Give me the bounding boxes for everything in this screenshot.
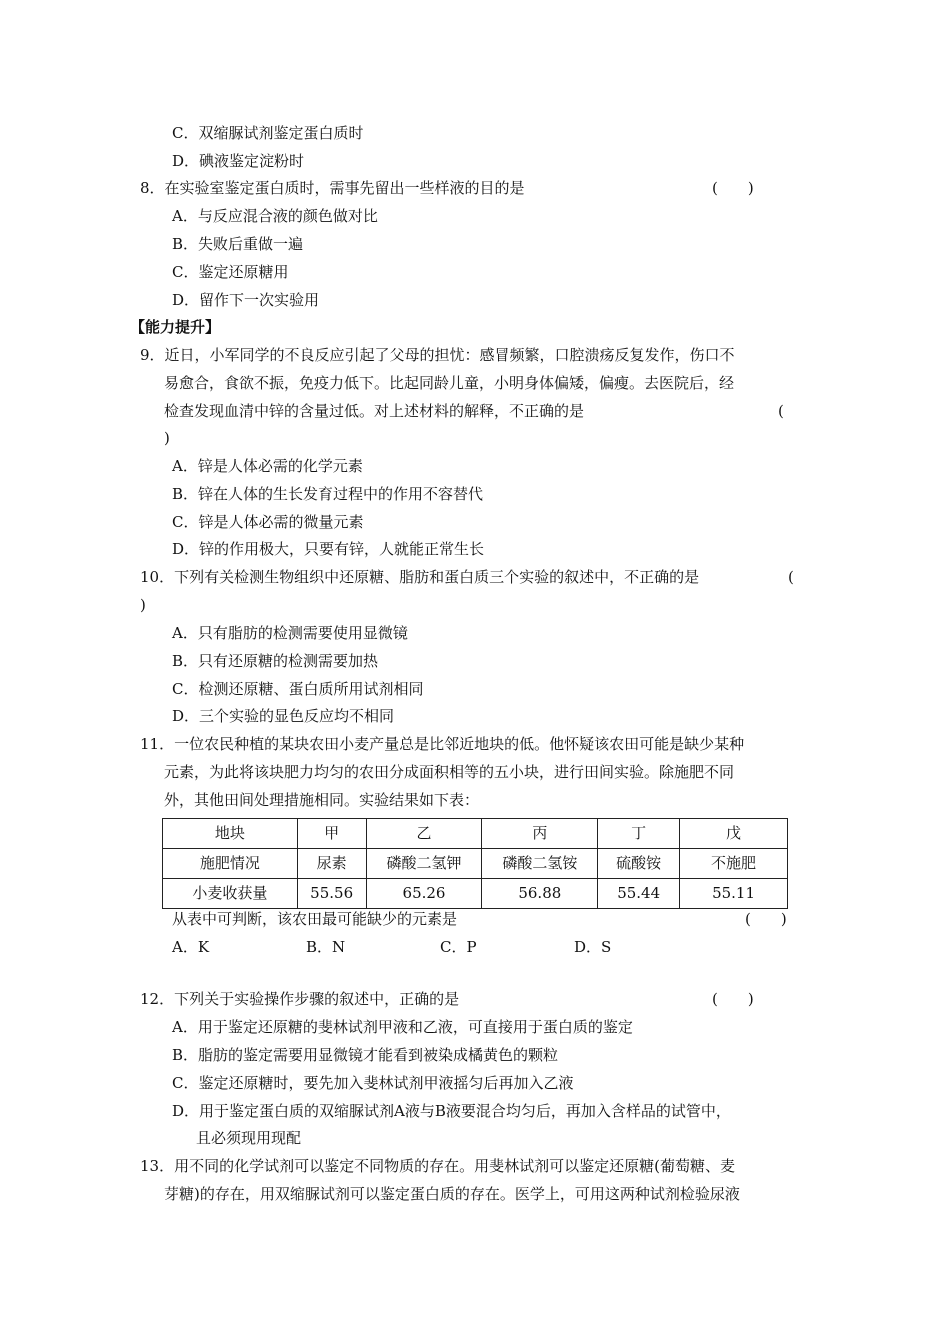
table-cell: 乙 [366, 819, 482, 849]
table-row [163, 849, 788, 879]
q9-option-d: D．锌的作用极大，只要有锌，人就能正常生长 [172, 540, 485, 558]
table-cell: 磷酸二氢钾 [366, 849, 482, 879]
q12-option-b: B．脂肪的鉴定需要用显微镜才能看到被染成橘黄色的颗粒 [172, 1046, 559, 1064]
table-row [163, 819, 788, 849]
q11-stem-line1: 11．一位农民种植的某块农田小麦产量总是比邻近地块的低。他怀疑该农田可能是缺少某种 [140, 735, 745, 753]
q9-option-a: A．锌是人体必需的化学元素 [172, 457, 363, 475]
q12-option-d-line1: D．用于鉴定蛋白质的双缩脲试剂A液与B液要混合均匀后，再加入含样品的试管中， [172, 1102, 731, 1120]
table-cell: 硫酸铵 [598, 849, 680, 879]
q12-option-d-line2: 且必须现用现配 [196, 1129, 302, 1147]
q7-option-d: D．碘液鉴定淀粉时 [172, 152, 305, 170]
table-cell: 65.26 [366, 879, 482, 909]
q8-stem: 8．在实验室鉴定蛋白质时，需事先留出一些样液的目的是 [140, 179, 525, 197]
q9-option-b: B．锌在人体的生长发育过程中的作用不容替代 [172, 485, 484, 503]
q13-stem-line2: 芽糖)的存在，用双缩脲试剂可以鉴定蛋白质的存在。医学上，可用这两种试剂检验尿液 [164, 1185, 740, 1203]
q8-option-d: D．留作下一次实验用 [172, 291, 320, 309]
table-cell: 55.11 [680, 879, 788, 909]
q10-bracket-open: ( [788, 568, 794, 586]
q9-stem-line2: 易愈合，食欲不振，免疫力低下。比起同龄儿童，小明身体偏矮，偏瘦。去医院后，经 [164, 374, 735, 392]
q11-option-c: C．P [440, 938, 477, 956]
q12-answer-bracket: ( ) [712, 990, 754, 1008]
q9-stem-line3: 检查发现血清中锌的含量过低。对上述材料的解释，不正确的是 [164, 402, 585, 420]
q10-option-d: D．三个实验的显色反应均不相同 [172, 707, 395, 725]
table-cell: 地块 [163, 819, 298, 849]
table-cell: 施肥情况 [163, 849, 298, 879]
q12-option-c: C．鉴定还原糖时，要先加入斐林试剂甲液摇匀后再加入乙液 [172, 1074, 574, 1092]
q13-stem-line1: 13．用不同的化学试剂可以鉴定不同物质的存在。用斐林试剂可以鉴定还原糖(葡萄糖、麦 [140, 1157, 735, 1175]
table-cell: 磷酸二氢铵 [482, 849, 598, 879]
q11-option-a: A．K [172, 938, 210, 956]
q8-option-c: C．鉴定还原糖用 [172, 263, 289, 281]
q10-option-b: B．只有还原糖的检测需要加热 [172, 652, 379, 670]
q11-after-table: 从表中可判断，该农田最可能缺少的元素是 [172, 910, 458, 928]
q9-option-c: C．锌是人体必需的微量元素 [172, 513, 364, 531]
table-cell: 丁 [598, 819, 680, 849]
section-title: 【能力提升】 [130, 318, 221, 336]
q11-option-b: B．N [306, 938, 346, 956]
table-row [163, 879, 788, 909]
q10-bracket-close: ) [140, 596, 146, 614]
q8-answer-bracket: ( ) [712, 179, 754, 197]
table-cell: 甲 [297, 819, 366, 849]
q10-stem-line1: 10．下列有关检测生物组织中还原糖、脂肪和蛋白质三个实验的叙述中，不正确的是 [140, 568, 700, 586]
q9-bracket-open: ( [778, 402, 784, 420]
table-cell: 丙 [482, 819, 598, 849]
q12-stem: 12．下列关于实验操作步骤的叙述中，正确的是 [140, 990, 460, 1008]
q8-option-a: A．与反应混合液的颜色做对比 [172, 207, 378, 225]
table-cell: 戊 [680, 819, 788, 849]
q7-option-c: C．双缩脲试剂鉴定蛋白质时 [172, 124, 364, 142]
table-cell: 尿素 [297, 849, 366, 879]
q9-stem-line1: 9．近日，小军同学的不良反应引起了父母的担忧：感冒频繁，口腔溃疡反复发作，伤口不 [140, 346, 735, 364]
table-cell: 56.88 [482, 879, 598, 909]
q9-bracket-close: ) [164, 429, 170, 447]
table-cell: 55.56 [297, 879, 366, 909]
q12-option-a: A．用于鉴定还原糖的斐林试剂甲液和乙液，可直接用于蛋白质的鉴定 [172, 1018, 633, 1036]
q8-option-b: B．失败后重做一遍 [172, 235, 304, 253]
q11-answer-bracket: ( ) [745, 910, 787, 928]
results-table [162, 818, 788, 909]
q11-stem-line2: 元素，为此将该块肥力均匀的农田分成面积相等的五小块，进行田间实验。除施肥不同 [164, 763, 735, 781]
table-cell: 不施肥 [680, 849, 788, 879]
q11-stem-line3: 外，其他田间处理措施相同。实验结果如下表： [164, 791, 480, 809]
table-cell: 55.44 [598, 879, 680, 909]
q10-option-a: A．只有脂肪的检测需要使用显微镜 [172, 624, 408, 642]
q11-option-d: D．S [574, 938, 612, 956]
q10-option-c: C．检测还原糖、蛋白质所用试剂相同 [172, 680, 424, 698]
table-cell: 小麦收获量 [163, 879, 298, 909]
